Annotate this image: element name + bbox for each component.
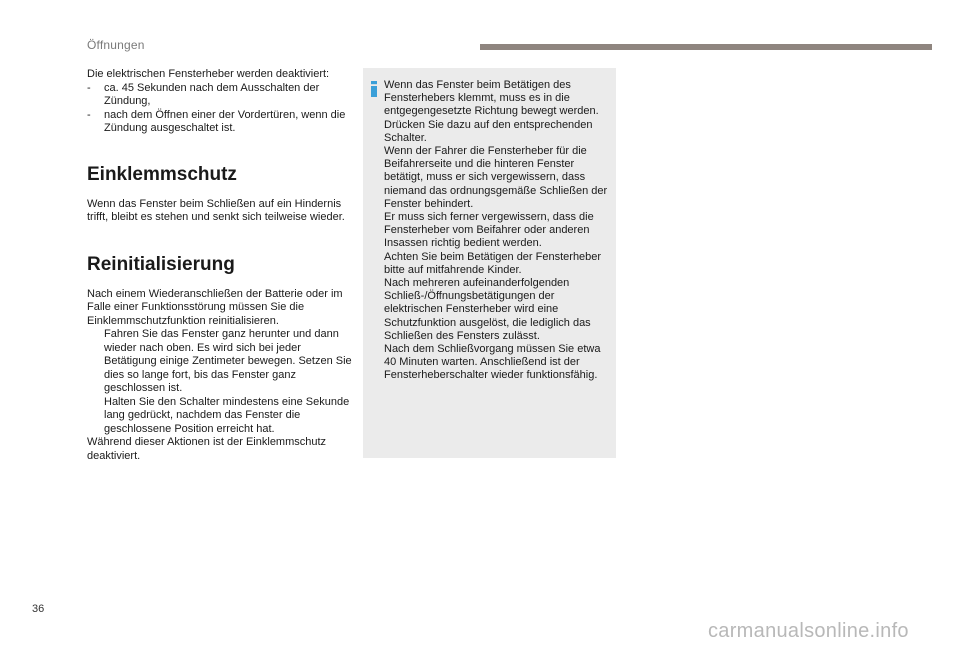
section-title: Öffnungen xyxy=(87,38,145,52)
info-paragraph: Achten Sie beim Betätigen der Fensterheber bitte auf mitfahrende Kinder. xyxy=(384,250,602,276)
reinit-outro: Während dieser Aktionen ist der Einklemmschutz deaktiviert. xyxy=(87,436,327,462)
reinit-steps xyxy=(87,328,352,436)
deactivation-list xyxy=(87,82,352,136)
info-paragraph: Er muss sich ferner vergewissern, dass die Fensterheber vom Beifahrer oder anderen Insassen richtig bedient werden. xyxy=(384,211,594,250)
dash-mark: - xyxy=(87,108,91,121)
deactivation-intro: Die elektrischen Fensterheber werden deaktiviert: xyxy=(87,68,330,80)
list-item-text: Fahren Sie das Fenster ganz herunter und dann wieder nach oben. Es wird sich bei jeder Betätigung einige Zentimeter bewegen. Setzen Sie dies so lange fort, bis das Fenster ganz geschlossen ist. xyxy=(104,328,352,394)
list-item xyxy=(87,109,352,136)
info-paragraph: Nach mehreren aufeinanderfolgenden Schließ-/Öffnungsbetätigungen der elektrischen Fensterheber wird eine Schutzfunktion ausgelöst, die lediglich das Schließen des Fensters zulässt. xyxy=(384,277,591,342)
heading-reinitialisierung: Reinitialisierung xyxy=(87,253,235,275)
heading-einklemmschutz: Einklemmschutz xyxy=(87,163,237,185)
info-paragraph: Wenn der Fahrer die Fensterheber für die Beifahrerseite und die hinteren Fenster betätigt, muss er sich vergewissern, dass niemand das ordnungsgemäße Schließen der Fenster behindert. xyxy=(384,145,608,210)
info-paragraph: Nach dem Schließvorgang müssen Sie etwa 40 Minuten warten. Anschließend ist der Fensterheberschalter wieder funktionsfähig. xyxy=(384,343,601,382)
info-paragraph: Wenn das Fenster beim Betätigen des Fensterhebers klemmt, muss es in die entgegengesetzte Richtung bewegt werden. Drücken Sie dazu auf den entsprechenden Schalter. xyxy=(384,79,599,144)
einklemmschutz-text: Wenn das Fenster beim Schließen auf ein Hindernis trifft, bleibt es stehen und senkt sich teilweise wieder. xyxy=(87,197,345,223)
list-item xyxy=(87,328,352,396)
left-column xyxy=(87,68,352,463)
list-item-text: nach dem Öffnen einer der Vordertüren, wenn die Zündung ausgeschaltet ist. xyxy=(104,108,346,134)
list-item-text: Halten Sie den Schalter mindestens eine Sekunde lang gedrückt, nachdem das Fenster die geschlossene Position erreicht hat. xyxy=(104,395,350,435)
list-item xyxy=(87,396,352,437)
info-box xyxy=(363,68,616,458)
dash-mark: - xyxy=(87,81,91,94)
list-item-text: ca. 45 Sekunden nach dem Ausschalten der Zündung, xyxy=(104,81,320,107)
info-icon xyxy=(369,81,379,97)
list-item xyxy=(87,82,352,109)
page-number: 36 xyxy=(32,603,45,615)
watermark: carmanualsonline.info xyxy=(708,620,909,642)
reinit-intro: Nach einem Wiederanschließen der Batterie oder im Falle einer Funktionsstörung müssen Sie die Einklemmschutzfunktion reinitialisieren. xyxy=(87,287,343,327)
header-bar xyxy=(480,44,932,50)
